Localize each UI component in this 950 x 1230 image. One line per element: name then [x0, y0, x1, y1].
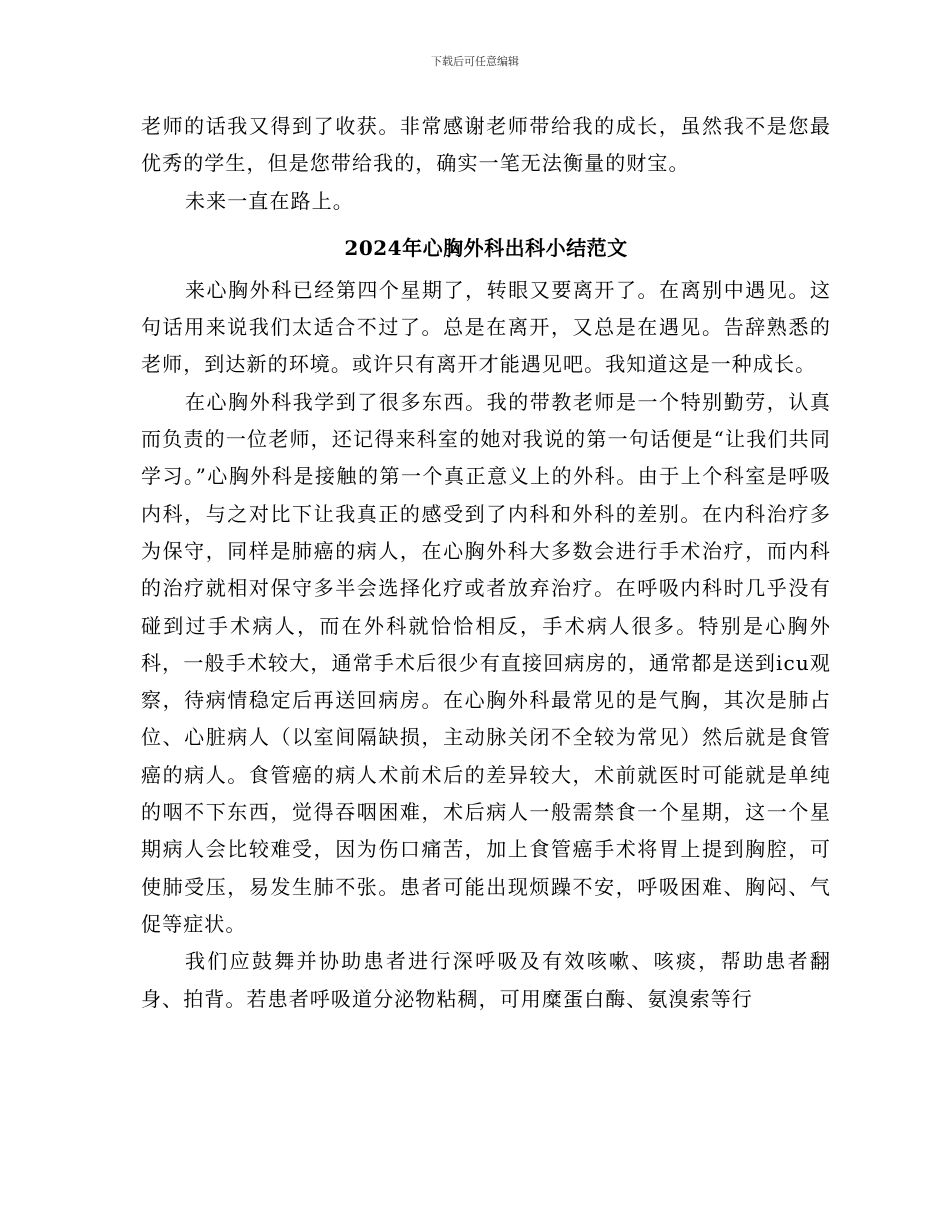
section-title: 2024年心胸外科出科小结范文: [344, 235, 628, 260]
page-header: 下载后可任意编辑: [431, 55, 519, 68]
paragraph-main: 在心胸外科我学到了很多东西。我的带教老师是一个特别勤劳，认真而负责的一位老师，还记得来科室的她对我说的第一句话便是“让我们共同学习。”心胸外科是接触的第一个真正意义上的外科。由于上个科室是呼吸内科，与之对比下让我真正的感受到了内科和外科的差别。在内科治疗多为保守，同样是肺癌的病人，在心胸外科大多数会进行手术治疗，而内科的治疗就相对保守多半会选择化疗或者放弃治疗。在呼吸内科时几乎没有碰到过手术病人，而在外科就恰恰相反，手术病人很多。特别是心胸外科，一般手术较大，通常手术后很少有直接回病房的，通常都是送到icu观察，待病情稳定后再送回病房。在心胸外科最常见的是气胸，其次是肺占位、心脏病人（以室间隔缺损，主动脉关闭不全较为常见）然后就是食管癌的病人。食管癌的病人术前术后的差异较大，术前就医时可能就是单纯的咽不下东西，觉得吞咽困难，术后病人一般需禁食一个星期，这一个星期病人会比较难受，因为伤口痛苦，加上食管癌手术将胃上提到胸腔，可使肺受压，易发生肺不张。患者可能出现烦躁不安，呼吸困难、胸闷、气促等症状。: [141, 389, 831, 936]
paragraph-closing: 未来一直在路上。: [185, 188, 354, 213]
paragraph-intro: 来心胸外科已经第四个星期了，转眼又要离开了。在离别中遇见。这句话用来说我们太适合不过了。总是在离开，又总是在遇见。告辞熟悉的老师，到达新的环境。或许只有离开才能遇见吧。我知道这是一种成长。: [141, 277, 831, 377]
document-body: [141, 108, 831, 1018]
paragraph-continuation: 老师的话我又得到了收获。非常感谢老师带给我的成长，虽然我不是您最优秀的学生，但是您带给我的，确实一笔无法衡量的财宝。: [141, 114, 831, 176]
paragraph-care: 我们应鼓舞并协助患者进行深呼吸及有效咳嗽、咳痰，帮助患者翻身、拍背。若患者呼吸道分泌物粘稠，可用糜蛋白酶、氨溴索等行: [141, 949, 831, 1011]
